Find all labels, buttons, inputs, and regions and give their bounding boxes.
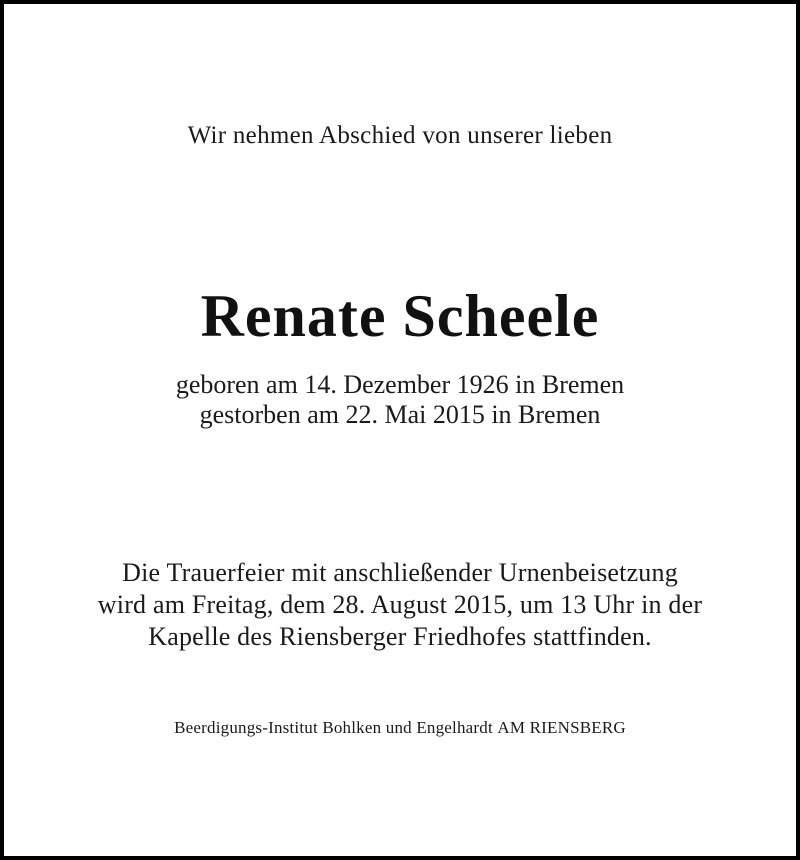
- deceased-name: Renate Scheele: [200, 283, 600, 349]
- ceremony-line-3: Kapelle des Riensberger Friedhofes stattfinden.: [148, 622, 652, 651]
- undertaker-name: Beerdigungs-Institut Bohlken und Engelhardt: [174, 718, 493, 737]
- ceremony-details: [4, 557, 796, 653]
- intro-text: Wir nehmen Abschied von unserer lieben: [187, 122, 613, 149]
- life-dates: [4, 370, 796, 430]
- birth-date-line: geboren am 14. Dezember 1926 in Bremen: [175, 370, 625, 399]
- undertaker-credit: [4, 718, 796, 738]
- ceremony-line-2: wird am Freitag, dem 28. August 2015, um 13 Uhr in der: [97, 590, 703, 619]
- undertaker-location: AM RIENSBERG: [497, 718, 626, 737]
- ceremony-line-1: Die Trauerfeier mit anschließender Urnenbeisetzung: [122, 558, 678, 587]
- death-date-line: gestorben am 22. Mai 2015 in Bremen: [199, 400, 601, 429]
